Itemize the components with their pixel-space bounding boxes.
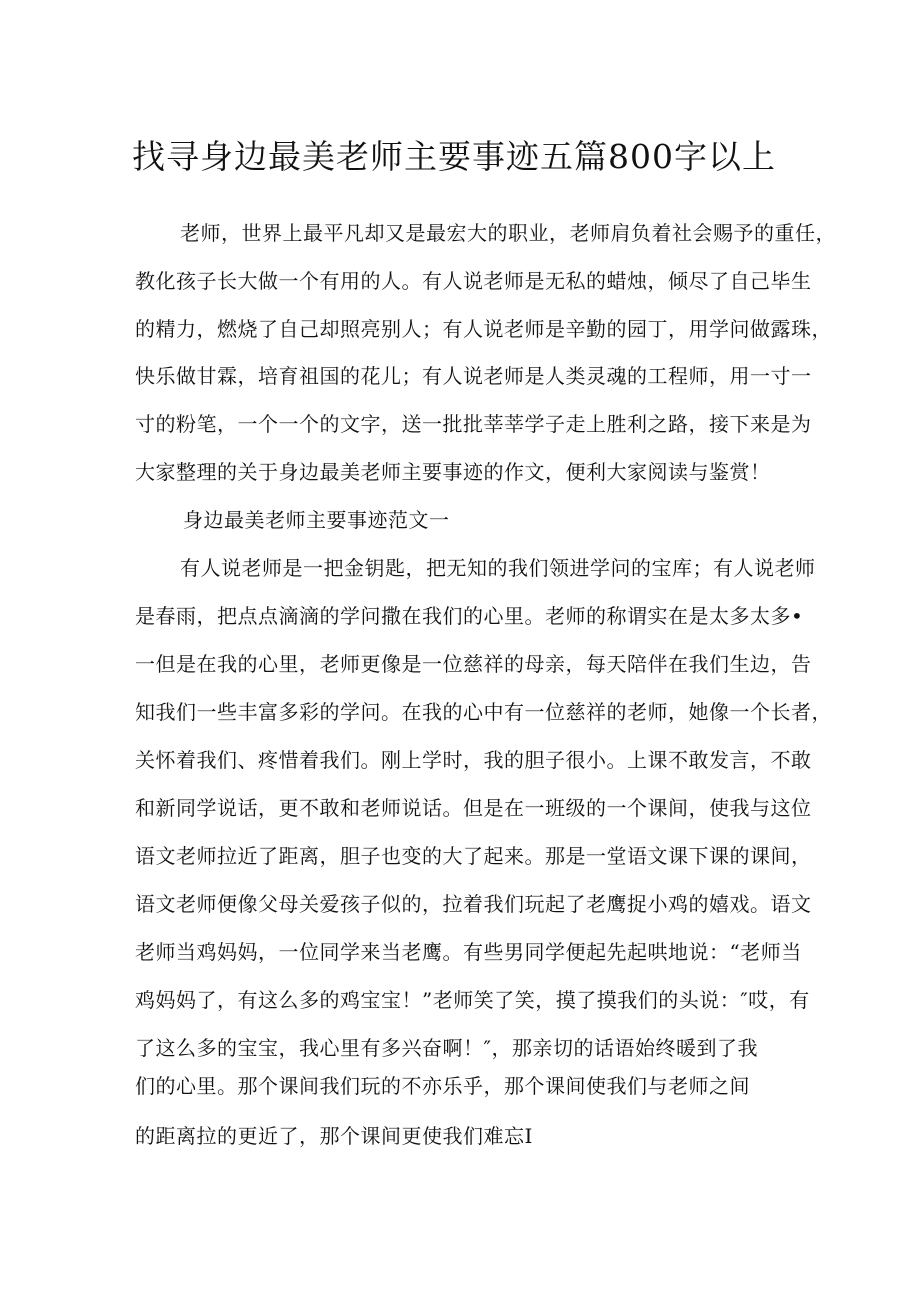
- body-paragraph-line: 语文老师拉近了距离，胆子也变的大了起来。那是一堂语文课下课的课间，: [135, 844, 812, 868]
- body-paragraph-line: 语文老师便像父母关爱孩子似的，拉着我们玩起了老鹰捉小鸡的嬉戏。语文: [135, 892, 812, 916]
- body-paragraph-line: 鸡妈妈了，有这么多的鸡宝宝！”老师笑了笑，摸了摸我们的头说：″哎，有: [135, 988, 810, 1012]
- body-paragraph-line: 们的心里。那个课间我们玩的不亦乐乎，那个课间使我们与老师之间: [135, 1074, 750, 1098]
- body-paragraph-line: 一但是在我的心里，老师更像是一位慈祥的母亲，每天陪伴在我们生边，告: [135, 652, 812, 676]
- intro-paragraph-line: 老师，世界上最平凡却又是最宏大的职业，老师肩负着社会赐予的重任，: [180, 221, 836, 245]
- intro-paragraph-line: 教化孩子长大做一个有用的人。有人说老师是无私的蜡烛，倾尽了自己毕生: [135, 269, 812, 293]
- body-paragraph-line: 关怀着我们、疼惜着我们。刚上学时，我的胆子很小。上课不敢发言，不敢: [135, 748, 812, 772]
- intro-paragraph-line: 寸的粉笔，一个一个的文字，送一批批莘莘学子走上胜利之路，接下来是为: [135, 412, 812, 436]
- body-paragraph-line: 知我们一些丰富多彩的学问。在我的心中有一位慈祥的老师，她像一个长者，: [135, 700, 832, 724]
- body-paragraph-line: 老师当鸡妈妈，一位同学来当老鹰。有些男同学便起先起哄地说：“老师当: [135, 940, 802, 964]
- intro-paragraph-line: 大家整理的关于身边最美老师主要事迹的作文，便利大家阅读与鉴赏！: [135, 460, 771, 484]
- section-heading: 身边最美老师主要事迹范文一: [183, 508, 450, 532]
- intro-paragraph-line: 的精力，燃烧了自己却照亮别人；有人说老师是辛勤的园丁，用学问做露珠，: [135, 317, 832, 341]
- body-paragraph-line: 有人说老师是一把金钥匙，把无知的我们领进学问的宝库；有人说老师: [180, 556, 816, 580]
- body-paragraph-line: 是春雨，把点点滴滴的学问撒在我们的心里。老师的称谓实在是太多太多•: [135, 604, 804, 628]
- body-paragraph-line: 和新同学说话，更不敢和老师说话。但是在一班级的一个课间，使我与这位: [135, 796, 812, 820]
- page-title: 找寻身边最美老师主要事迹五篇800字以上: [132, 137, 776, 176]
- body-paragraph-line: 的距离拉的更近了，那个课间更使我们难忘I: [135, 1124, 533, 1148]
- intro-paragraph-line: 快乐做甘霖，培育祖国的花儿；有人说老师是人类灵魂的工程师，用一寸一: [135, 364, 812, 388]
- body-paragraph-line: 了这么多的宝宝，我心里有多兴奋啊！″，那亲切的话语始终暖到了我: [135, 1036, 758, 1060]
